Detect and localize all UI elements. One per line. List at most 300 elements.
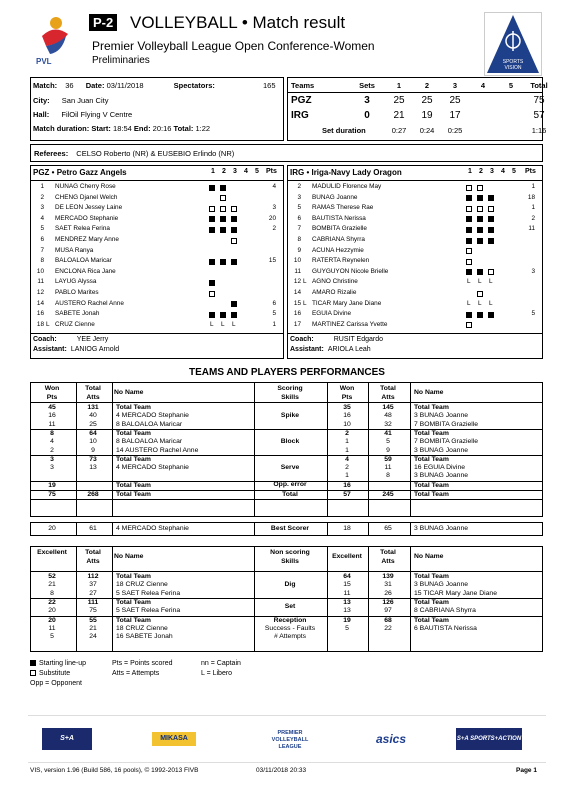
perf-cell: 3 BUNAG Joanne — [414, 472, 469, 480]
perf-cell: 2 — [345, 464, 349, 472]
set-duration: 0:27 — [391, 126, 407, 135]
player-number: 18 — [36, 320, 44, 328]
perf-cell: 5 — [50, 633, 54, 641]
perf-cell: Total Team — [414, 455, 449, 463]
score-cell: 25 — [449, 95, 461, 106]
perf-cell: 131 — [87, 404, 99, 411]
set-header: Pts — [266, 168, 277, 175]
score-header: 3 — [452, 81, 458, 90]
perf-cell: 59 — [384, 455, 392, 463]
city-line: City: San Juan City — [33, 96, 109, 105]
skill-sublabel: Success - Faults — [264, 624, 316, 632]
column-header: Excellent — [37, 549, 67, 556]
player-number: 7 — [40, 246, 44, 254]
perf-column-line — [254, 546, 255, 652]
perf-cell: 32 — [384, 420, 392, 428]
perf-cell: 73 — [89, 455, 97, 463]
perf-column-line — [112, 522, 113, 536]
starting-lineup-icon — [209, 259, 215, 265]
skill-label: Opp. error — [273, 481, 307, 489]
libero-marker: L — [303, 299, 307, 307]
perf-cell: 52 — [48, 573, 56, 580]
player-number: 16 — [36, 310, 44, 318]
sports-vision-logo — [484, 12, 542, 76]
perf-divider — [30, 402, 543, 403]
player-points: 15 — [268, 257, 276, 265]
player-name: MENDREZ Mary Anne — [55, 236, 119, 243]
perf-cell: 8 BALOALOA Maricar — [116, 420, 183, 428]
perf-cell: 48 — [384, 412, 392, 420]
column-header: Total — [380, 385, 396, 392]
starting-lineup-icon — [477, 238, 483, 244]
player-name: RAMAS Therese Rae — [312, 204, 374, 212]
score-header: 5 — [508, 81, 514, 90]
score-header: 2 — [424, 81, 430, 90]
skill-label: Total — [282, 490, 298, 498]
perf-cell: Total Team — [116, 455, 151, 463]
player-number: 11 — [37, 278, 44, 286]
assistant-line: Assistant: LANIOG Arnold — [33, 346, 120, 353]
set-header: 3 — [490, 168, 494, 175]
perf-cell: 145 — [382, 404, 394, 411]
perf-column-line — [368, 382, 369, 517]
player-name: CABRIANA Shyrra — [312, 236, 365, 243]
perf-cell: 8 BALOALOA Maricar — [116, 438, 183, 446]
svg-text:SPORTS: SPORTS — [502, 59, 524, 65]
player-name: EGUIA Divine — [312, 310, 352, 318]
substitute-icon — [220, 206, 226, 212]
perf-column-line — [410, 546, 411, 652]
player-name: MUSA Ranya — [55, 246, 94, 254]
perf-column-line — [327, 382, 328, 517]
perf-cell: Total Team — [116, 481, 151, 489]
column-header: Atts — [381, 394, 395, 401]
perf-cell: 21 — [48, 581, 56, 589]
score-cell: 3 — [364, 95, 370, 106]
player-number: 2 — [297, 183, 301, 190]
perf-cell: 139 — [382, 573, 394, 580]
starting-lineup-icon — [466, 238, 472, 244]
perf-cell: Total Team — [414, 598, 449, 606]
perf-cell: 9 — [386, 446, 390, 454]
perf-column-line — [410, 522, 411, 536]
perf-cell: 24 — [89, 633, 97, 641]
libero-set-marker: L — [232, 320, 236, 328]
player-name: BAUTISTA Nerissa — [312, 214, 366, 222]
player-number: 7 — [297, 225, 301, 233]
perf-cell: 11 — [48, 624, 56, 632]
starting-lineup-icon — [209, 312, 215, 318]
perf-cell: 19 — [343, 616, 351, 624]
perf-cell: 20 — [48, 616, 56, 624]
perf-divider — [30, 571, 543, 572]
skill-label: Dig — [284, 580, 296, 588]
column-header: Scoring — [277, 385, 303, 392]
player-points: 6 — [272, 299, 276, 307]
skill-label: Block — [280, 437, 300, 445]
perf-column-line — [410, 382, 411, 517]
starting-lineup-icon — [209, 185, 215, 191]
page-title: VOLLEYBALL • Match result — [130, 13, 346, 32]
player-points: 4 — [272, 183, 276, 190]
perf-cell: 9 — [91, 446, 95, 454]
score-cell: 75 — [533, 95, 545, 106]
libero-set-marker: L — [467, 278, 471, 286]
perf-cell: Total Team — [116, 598, 151, 606]
player-points: 3 — [531, 267, 535, 275]
perf-cell: 8 CABRIANA Shyrra — [414, 607, 476, 615]
perf-cell: 11 — [343, 589, 351, 597]
perf-cell: 22 — [48, 598, 56, 606]
perf-cell: 3 BUNAG Joanne — [414, 581, 469, 589]
perf-cell: 19 — [48, 481, 56, 489]
perf-column-line — [254, 522, 255, 536]
set-duration: 0:25 — [447, 126, 463, 135]
starting-lineup-icon — [466, 312, 472, 318]
substitute-icon — [209, 206, 215, 212]
perf-column-line — [76, 546, 77, 652]
perf-cell: 112 — [87, 573, 99, 580]
perf-cell: 3 — [50, 464, 54, 472]
perf-cell: 4 — [50, 438, 54, 446]
perf-column-line — [368, 522, 369, 536]
player-number: 9 — [297, 246, 301, 254]
substitute-icon — [466, 322, 472, 328]
player-name: LAYUG Alyssa — [55, 278, 97, 286]
perf-cell: 22 — [384, 624, 392, 632]
perf-cell: Total Team — [116, 573, 151, 580]
player-name: ENCLONA Rica Jane — [55, 267, 116, 275]
perf-cell: 57 — [343, 491, 351, 498]
match-line: Match: 36 Date: 03/11/2018 Spectators: — [33, 81, 215, 90]
perf-cell: 18 CRUZ Cienne — [116, 624, 168, 632]
player-name: MARTINEZ Carissa Yvette — [312, 320, 388, 328]
coach-divider — [31, 333, 283, 334]
score-cell: 57 — [533, 110, 545, 121]
set-header: Pts — [525, 168, 536, 175]
player-number: 1 — [40, 183, 44, 190]
score-team: PGZ — [291, 95, 312, 106]
perf-cell: Total Team — [414, 429, 449, 437]
player-number: 14 — [36, 299, 44, 307]
perf-cell: 5 — [386, 438, 390, 446]
column-header: No Name — [414, 389, 444, 396]
player-number: 15 — [293, 299, 301, 307]
libero-set-marker: L — [489, 278, 493, 286]
perf-cell: 35 — [343, 404, 351, 411]
starting-lineup-icon — [209, 216, 215, 222]
perf-cell: 75 — [48, 491, 56, 498]
perf-cell: 27 — [89, 589, 97, 597]
perf-cell: 8 — [50, 429, 54, 437]
perf-cell: 11 — [384, 464, 392, 472]
perf-cell: 245 — [382, 491, 394, 498]
pvl-logo — [32, 14, 78, 66]
column-header: Total — [85, 549, 101, 556]
perf-cell: 1 — [345, 438, 349, 446]
perf-cell: 3 — [50, 455, 54, 463]
player-number: 3 — [297, 193, 301, 201]
starting-lineup-icon — [488, 216, 494, 222]
perf-cell: 45 — [48, 404, 56, 411]
perf-cell: 40 — [89, 412, 97, 420]
player-name: BALOALOA Maricar — [55, 257, 112, 265]
player-name: MADULID Florence May — [312, 183, 382, 190]
perf-cell: 5 SAET Relea Ferina — [116, 589, 181, 597]
perf-cell: 97 — [384, 607, 392, 615]
footer-version: VIS, version 1.96 (Build 586, 16 pools), © 1992-2013 FIVB — [30, 767, 199, 774]
score-cell: 25 — [393, 95, 405, 106]
perf-cell: 2 — [345, 429, 349, 437]
column-header: Skills — [281, 558, 299, 565]
perf-cell: 14 AUSTERO Rachel Anne — [116, 446, 199, 454]
perf-column-line — [76, 522, 77, 536]
perf-cell: 8 — [386, 472, 390, 480]
skill-label: Best Scorer — [270, 525, 310, 532]
legend: Starting line-up Pts = Points scored nn = Captain Substitute Atts = Attempts L = Libero Opp = Opponent — [30, 660, 241, 687]
perf-cell: Total Team — [414, 573, 449, 580]
libero-set-marker: L — [221, 320, 225, 328]
score-cell: 25 — [421, 95, 433, 106]
substitute-icon — [466, 185, 472, 191]
perf-cell: 68 — [384, 616, 392, 624]
starting-lineup-icon — [488, 312, 494, 318]
competition-name: Premier Volleyball League Open Conference-Women — [92, 39, 375, 53]
perf-cell: Total Team — [414, 491, 449, 498]
starting-lineup-icon — [477, 312, 483, 318]
assistant-line: Assistant: ARIOLA Leah — [290, 346, 371, 353]
player-points: 18 — [527, 193, 535, 201]
perf-cell: Total Team — [116, 429, 151, 437]
player-name: SABETE Jonah — [55, 310, 100, 318]
player-number: 11 — [294, 267, 301, 275]
starting-lineup-icon — [477, 227, 483, 233]
perf-cell: 7 BOMBITA Grazielle — [414, 420, 479, 428]
starting-lineup-icon — [477, 269, 483, 275]
perf-cell: 25 — [89, 420, 97, 428]
perf-cell: 3 BUNAG Joanne — [414, 412, 469, 420]
player-points: 1 — [531, 204, 535, 212]
footer-datetime: 03/11/2018 20:33 — [256, 767, 307, 774]
set-header: 5 — [255, 168, 259, 175]
starting-lineup-icon — [231, 301, 237, 307]
perf-cell: 268 — [87, 491, 99, 498]
substitute-icon — [477, 206, 483, 212]
substitute-icon — [466, 259, 472, 265]
roster-divider — [31, 180, 283, 181]
starting-lineup-icon — [477, 195, 483, 201]
perf-column-line — [76, 382, 77, 517]
perf-cell: 16 — [48, 412, 56, 420]
perf-cell: 7 BOMBITA Grazielle — [414, 438, 479, 446]
svg-text:PVL: PVL — [36, 57, 52, 66]
perf-column-line — [112, 546, 113, 652]
perf-cell: 11 — [48, 420, 56, 428]
perf-cell: 15 — [343, 581, 351, 589]
libero-marker: L — [46, 320, 50, 328]
starting-lineup-icon — [220, 312, 226, 318]
player-number: 3 — [40, 204, 44, 212]
perf-cell: 8 — [50, 589, 54, 597]
skill-label: Reception — [273, 616, 307, 624]
substitute-icon — [220, 195, 226, 201]
perf-cell: 16 EGUIA Divine — [414, 464, 465, 472]
sponsor-asics-logo: asics — [375, 732, 407, 746]
perf-cell: 3 BUNAG Joanne — [414, 525, 469, 532]
set-header: 2 — [222, 168, 226, 175]
player-number: 4 — [40, 214, 44, 222]
skill-sublabel: # Attempts — [273, 633, 307, 641]
starting-lineup-icon — [466, 227, 472, 233]
perf-cell: 6 BAUTISTA Nerissa — [414, 624, 477, 632]
player-number: 8 — [40, 257, 44, 265]
perf-cell: 4 — [345, 455, 349, 463]
perf-cell: 4 MERCADO Stephanie — [116, 412, 189, 420]
player-number: 14 — [293, 289, 301, 296]
substitute-icon — [488, 269, 494, 275]
score-cell: 19 — [421, 110, 433, 121]
perf-cell: Total Team — [116, 491, 151, 498]
starting-lineup-icon — [220, 216, 226, 222]
perf-cell: Total Team — [414, 616, 449, 624]
perf-cell: 4 MERCADO Stephanie — [116, 464, 189, 472]
player-points: 11 — [528, 225, 535, 233]
player-name: SAET Relea Ferina — [55, 225, 110, 233]
starting-lineup-icon — [220, 259, 226, 265]
perf-cell: 41 — [384, 429, 392, 437]
perf-cell: 16 SABETE Jonah — [116, 633, 173, 641]
libero-set-marker: L — [210, 320, 214, 328]
perf-cell: 16 — [343, 481, 351, 489]
player-name: MERCADO Stephanie — [55, 214, 119, 222]
perf-cell: 20 — [48, 607, 56, 615]
perf-cell: 1 — [345, 446, 349, 454]
perf-cell: 2 — [50, 446, 54, 454]
perf-column-line — [254, 382, 255, 517]
sponsor-sports-action-logo: S+A SPORTS+ACTION — [42, 728, 92, 750]
perf-cell: 3 BUNAG Joanne — [414, 446, 469, 454]
column-header: No Name — [414, 553, 444, 560]
team-title: IRG • Iriga-Navy Lady Oragon — [290, 168, 402, 177]
perf-cell: 10 — [89, 438, 97, 446]
set-duration: 1:16 — [531, 126, 547, 135]
column-header: Atts — [381, 558, 395, 565]
column-header: Skills — [281, 394, 299, 401]
substitute-icon — [477, 185, 483, 191]
svg-text:VISION: VISION — [504, 65, 522, 71]
set-header: 5 — [512, 168, 516, 175]
player-name: TICAR Mary Jane Diane — [312, 299, 382, 307]
perf-cell: 20 — [48, 525, 56, 532]
perf-cell: 75 — [89, 607, 97, 615]
player-name: BUNAG Joanne — [312, 193, 358, 201]
perf-cell: Total Team — [414, 481, 449, 489]
player-number: 5 — [297, 204, 301, 212]
perf-cell: 64 — [89, 429, 97, 437]
player-number: 6 — [297, 214, 301, 222]
substitute-icon — [231, 238, 237, 244]
player-number: 2 — [40, 193, 44, 201]
column-header: Total — [85, 385, 101, 392]
perf-cell: 26 — [384, 589, 392, 597]
substitute-icon — [466, 248, 472, 254]
starting-lineup-icon — [231, 216, 237, 222]
perf-column-line — [368, 546, 369, 652]
skill-label: Serve — [280, 463, 300, 471]
score-header: Total — [530, 81, 548, 90]
perf-cell: 5 SAET Relea Ferina — [116, 607, 181, 615]
perf-column-line — [112, 382, 113, 517]
starting-lineup-icon — [466, 195, 472, 201]
perf-cell: 126 — [382, 598, 394, 606]
perf-column-line — [327, 522, 328, 536]
set-header: 1 — [468, 168, 472, 175]
player-number: 8 — [297, 236, 301, 243]
sponsor-sports-action-hd-logo: S+A SPORTS+ACTION HD — [456, 728, 522, 750]
perf-cell: 37 — [89, 581, 97, 589]
starting-lineup-icon — [488, 238, 494, 244]
perf-cell: 31 — [384, 581, 392, 589]
player-name: NUNAG Cherry Rose — [55, 183, 116, 190]
player-name: CRUZ Cienne — [55, 320, 95, 328]
column-header: Non scoring — [270, 549, 310, 556]
player-name: ACUNA Hezzymie — [312, 246, 364, 254]
perf-cell: Total Team — [414, 404, 449, 411]
perf-cell: 65 — [384, 525, 392, 532]
column-header: Pts — [341, 394, 353, 401]
starting-lineup-icon — [466, 269, 472, 275]
column-header: Won — [44, 385, 60, 392]
player-name: DE LEON Jessey Laine — [55, 204, 123, 212]
substitute-icon — [488, 206, 494, 212]
player-name: BOMBITA Grazielle — [312, 225, 367, 233]
skill-label: Set — [284, 602, 296, 610]
team-title: PGZ • Petro Gazz Angels — [33, 168, 127, 177]
starting-lineup-icon — [231, 259, 237, 265]
column-header: Atts — [86, 558, 100, 565]
starting-lineup-icon — [477, 216, 483, 222]
set-header: 4 — [501, 168, 505, 175]
player-points: 1 — [272, 320, 276, 328]
perf-cell: Total Team — [116, 404, 151, 411]
player-points: 2 — [272, 225, 276, 233]
player-number: 16 — [293, 310, 301, 318]
perf-cell: 5 — [345, 624, 349, 632]
player-number: 17 — [293, 320, 301, 328]
set-header: 3 — [233, 168, 237, 175]
performance-title: TEAMS AND PLAYERS PERFORMANCES — [189, 367, 385, 378]
player-number: 12 — [36, 289, 44, 296]
referees-line: Referees: CELSO Roberto (NR) & EUSEBIO Erlindo (NR) — [34, 149, 235, 158]
player-points: 2 — [531, 214, 535, 222]
player-name: GUYGUYON Nicole Brielle — [312, 267, 389, 275]
perf-cell: 13 — [89, 464, 97, 472]
perf-cell: 10 — [343, 420, 351, 428]
starting-lineup-icon — [231, 312, 237, 318]
substitute-icon — [466, 206, 472, 212]
libero-set-marker: L — [467, 299, 471, 307]
coach-line: Coach: YEE Jerry — [33, 336, 109, 343]
player-points: 5 — [272, 310, 276, 318]
perf-cell: 55 — [89, 616, 97, 624]
player-points: 3 — [272, 204, 276, 212]
set-duration-label: Set duration — [322, 126, 366, 135]
player-points: 20 — [268, 214, 276, 222]
substitute-icon — [209, 291, 215, 297]
perf-divider — [30, 499, 543, 500]
player-name: AGNO Christine — [312, 278, 358, 286]
score-header: 1 — [396, 81, 402, 90]
